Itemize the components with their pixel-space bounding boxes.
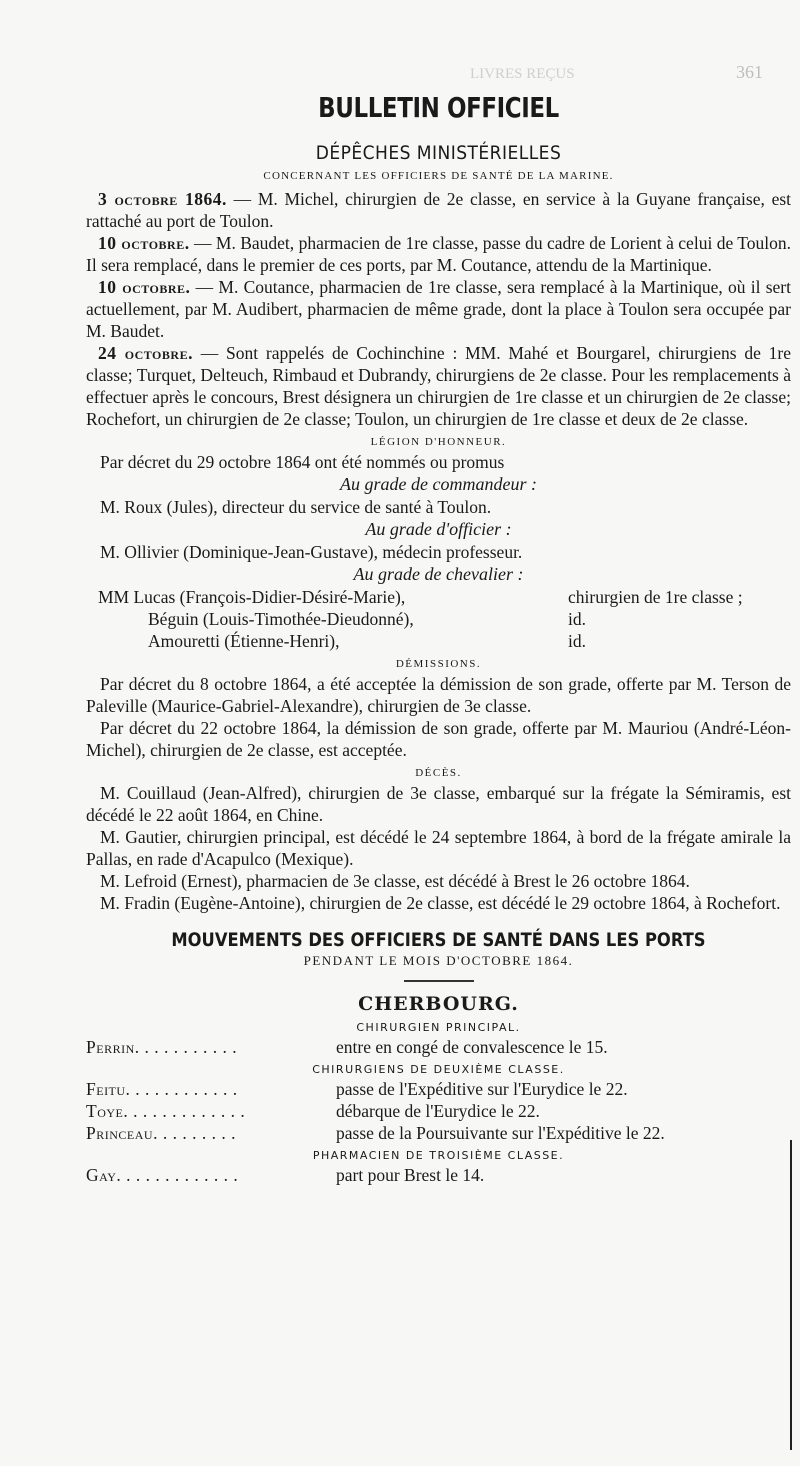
movement-row — [86, 1036, 791, 1058]
grade-commandeur: Au grade de commandeur : — [340, 474, 537, 494]
movement-text: part pour Brest le 14. — [336, 1165, 485, 1185]
mouvements-subtitle: PENDANT LE MOIS D'OCTOBRE 1864. — [303, 953, 574, 968]
grade-chevalier: Au grade de chevalier : — [353, 564, 524, 584]
movement-row — [86, 1078, 791, 1100]
chevalier-name: Amouretti (Étienne-Henri), — [148, 631, 340, 651]
chevalier-row — [86, 630, 791, 652]
officier-entry: M. Ollivier (Dominique-Jean-Gustave), médecin professeur. — [100, 542, 523, 562]
legion-heading: LÉGION D'HONNEUR. — [370, 436, 507, 448]
dispatch-date: 24 octobre. — [98, 343, 193, 363]
dispatch-item — [86, 276, 791, 342]
section-divider — [404, 980, 474, 982]
demission-item: Par décret du 22 octobre 1864, la démission de son grade, offerte par M. Mauriou (André-Léon-Michel), chirurgien de 2e classe, est acceptée. — [86, 718, 791, 760]
page-number: 361 — [736, 62, 763, 82]
rank-heading: CHIRURGIENS DE DEUXIÈME CLASSE. — [312, 1063, 565, 1076]
chevalier-list — [86, 586, 791, 652]
chevalier-row — [86, 608, 791, 630]
bulletin-title: BULLETIN OFFICIEL — [318, 91, 559, 124]
legion-intro: Par décret du 29 octobre 1864 ont été nommés ou promus — [100, 452, 505, 472]
chevalier-role: chirurgien de 1re classe ; — [568, 587, 743, 607]
deces-heading: DÉCÈS. — [415, 767, 462, 779]
bleed-through-text: LIVRES REÇUS — [470, 66, 575, 82]
movement-section — [86, 1062, 791, 1144]
movement-text: passe de la Poursuivante sur l'Expéditive le 22. — [336, 1123, 665, 1143]
depeches-title: DÉPÊCHES MINISTÉRIELLES — [315, 142, 562, 164]
document-body — [86, 92, 791, 1186]
dispatch-text: — M. Michel, chirurgien de 2e classe, en service à la Guyane française, est rattaché au port de Toulon. — [86, 189, 792, 231]
movement-text: entre en congé de convalescence le 15. — [336, 1037, 608, 1057]
city-heading: CHERBOURG. — [358, 993, 519, 1015]
rank-heading: CHIRURGIEN PRINCIPAL. — [356, 1021, 521, 1034]
chevalier-row — [86, 586, 791, 608]
dispatch-list — [86, 188, 791, 430]
movement-section — [86, 1148, 791, 1186]
dispatch-item — [86, 188, 791, 232]
chevalier-name: MM Lucas (François-Didier-Désiré-Marie), — [98, 587, 406, 607]
officer-name: Toye. . . . . . . . . . . . . — [86, 1101, 246, 1121]
movement-text: passe de l'Expéditive sur l'Eurydice le 22. — [336, 1079, 628, 1099]
officer-name: Feitu. . . . . . . . . . . . — [86, 1079, 238, 1099]
dispatch-date: 3 octobre 1864. — [98, 189, 227, 209]
deces-item: M. Lefroid (Ernest), pharmacien de 3e classe, est décédé à Brest le 26 octobre 1864. — [100, 871, 690, 891]
dispatch-date: 10 octobre. — [98, 277, 191, 297]
movement-row — [86, 1100, 791, 1122]
depeches-subtitle: CONCERNANT LES OFFICIERS DE SANTÉ DE LA MARINE. — [263, 170, 614, 182]
chevalier-name: Béguin (Louis-Timothée-Dieudonné), — [148, 609, 414, 629]
officer-name: Perrin. . . . . . . . . . . — [86, 1037, 238, 1057]
chevalier-role: id. — [568, 609, 586, 629]
rank-heading: PHARMACIEN DE TROISIÈME CLASSE. — [312, 1149, 565, 1162]
mouvements-title: MOUVEMENTS DES OFFICIERS DE SANTÉ DANS LES PORTS — [171, 929, 706, 951]
chevalier-role: id. — [568, 631, 586, 651]
dispatch-text: — M. Baudet, pharmacien de 1re classe, passe du cadre de Lorient à celui de Toulon. Il sera remplacé, dans le premier de ces ports, par M. Coutance, attendu de la Martinique. — [86, 233, 792, 275]
demission-item: Par décret du 8 octobre 1864, a été acceptée la démission de son grade, offerte par M. Terson de Paleville (Maurice-Gabriel-Alexandre), chirurgien de 3e classe. — [86, 674, 791, 716]
dispatch-date: 10 octobre. — [98, 233, 190, 253]
grade-officier: Au grade d'officier : — [365, 519, 512, 539]
movement-row — [86, 1164, 791, 1186]
scan-edge-line — [790, 1140, 792, 1450]
officer-name: Princeau. . . . . . . . . — [86, 1123, 236, 1143]
dispatch-text: — M. Coutance, pharmacien de 1re classe, sera remplacé à la Martinique, où il sert actuellement, par M. Audibert, pharmacien de même grade, dont la place à Toulon sera occupée par M. Baudet. — [86, 277, 791, 341]
deces-item: M. Fradin (Eugène-Antoine), chirurgien de 2e classe, est décédé le 29 octobre 1864, à Rochefort. — [100, 893, 781, 913]
movement-row — [86, 1122, 791, 1144]
deces-item: M. Gautier, chirurgien principal, est décédé le 24 septembre 1864, à bord de la frégate amirale la Pallas, en rade d'Acapulco (Mexique). — [86, 827, 791, 869]
dispatch-text: — Sont rappelés de Cochinchine : MM. Mahé et Bourgarel, chirurgiens de 1re classe; Turquet, Delteuch, Rimbaud et Dubrandy, chirurgiens de 2e classe. Pour les remplacements à effectuer après le concours, Brest désignera un chirurgien de 1re classe et un chirurgien de 2e classe; Rochefort, un chirurgien de 2e classe; Toulon, un chirurgien de 1re classe et deux de 2e classe. — [86, 343, 792, 429]
movement-section — [86, 1020, 791, 1058]
officer-name: Gay. . . . . . . . . . . . . — [86, 1165, 239, 1185]
deces-item: M. Couillaud (Jean-Alfred), chirurgien de 3e classe, embarqué sur la frégate la Sémiramis, est décédé le 22 août 1864, en Chine. — [86, 783, 791, 825]
demissions-heading: DÉMISSIONS. — [395, 658, 482, 670]
movement-text: débarque de l'Eurydice le 22. — [336, 1101, 540, 1121]
commandeur-entry: M. Roux (Jules), directeur du service de santé à Toulon. — [100, 497, 492, 517]
dispatch-item — [86, 342, 791, 430]
dispatch-item — [86, 232, 791, 276]
